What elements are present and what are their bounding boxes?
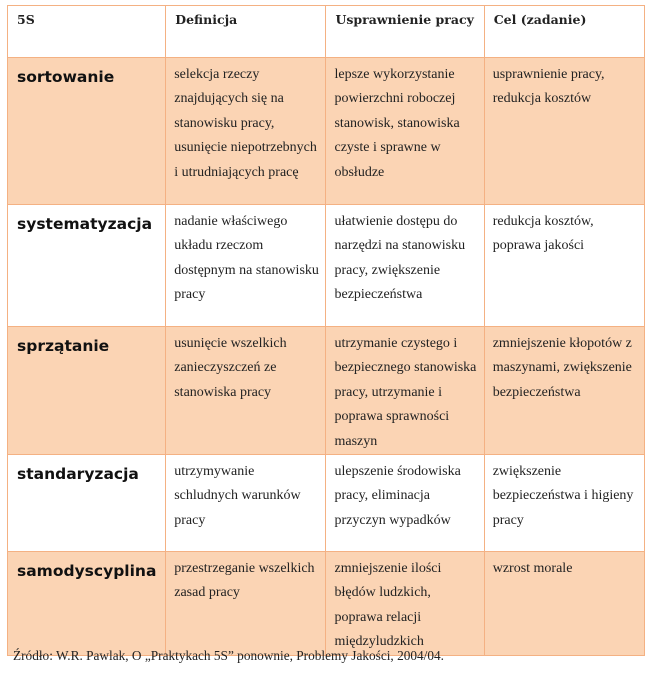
column-header-5s: 5S <box>8 6 166 58</box>
row-definition: usunięcie wszelkich zanieczyszczeń ze stanowiska pracy <box>166 327 326 455</box>
table-header-row <box>8 6 645 58</box>
row-improvement: lepsze wykorzystanie powierzchni roboczej stanowisk, stanowiska czyste i sprawne w obsłudze <box>326 58 484 205</box>
row-name: sprzątanie <box>8 327 166 455</box>
column-header-definition: Definicja <box>166 6 326 58</box>
row-name: sortowanie <box>8 58 166 205</box>
table-row <box>8 455 645 552</box>
row-name: samodyscyplina <box>8 552 166 656</box>
5s-table <box>7 5 645 656</box>
row-goal: wzrost morale <box>484 552 644 656</box>
column-header-goal: Cel (zadanie) <box>484 6 644 58</box>
row-improvement: ułatwienie dostępu do narzędzi na stanowisku pracy, zwiększenie bezpieczeństwa <box>326 205 484 327</box>
row-definition: selekcja rzeczy znajdujących się na stanowisku pracy, usunięcie niepotrzebnych i utrudniających pracę <box>166 58 326 205</box>
row-improvement: zmniejszenie ilości błędów ludzkich, poprawa relacji międzyludzkich <box>326 552 484 656</box>
row-improvement: ulepszenie środowiska pracy, eliminacja przyczyn wypadków <box>326 455 484 552</box>
row-definition: nadanie właściwego układu rzeczom dostępnym na stanowisku pracy <box>166 205 326 327</box>
row-goal: usprawnienie pracy, redukcja kosztów <box>484 58 644 205</box>
row-improvement: utrzymanie czystego i bezpiecznego stanowiska pracy, utrzymanie i poprawa sprawności maszyn <box>326 327 484 455</box>
row-definition: utrzymywanie schludnych warunków pracy <box>166 455 326 552</box>
table-container <box>7 5 645 656</box>
row-definition: przestrzeganie wszelkich zasad pracy <box>166 552 326 656</box>
source-citation: Źródło: W.R. Pawlak, O „Praktykach 5S” ponownie, Problemy Jakości, 2004/04. <box>13 648 444 663</box>
table-row <box>8 205 645 327</box>
row-goal: zmniejszenie kłopotów z maszynami, zwiększenie bezpieczeństwa <box>484 327 644 455</box>
table-row <box>8 58 645 205</box>
row-goal: zwiększenie bezpieczeństwa i higieny pracy <box>484 455 644 552</box>
column-header-improvement: Usprawnienie pracy <box>326 6 484 58</box>
table-row <box>8 327 645 455</box>
table-row <box>8 552 645 656</box>
row-name: standaryzacja <box>8 455 166 552</box>
row-name: systematyzacja <box>8 205 166 327</box>
row-goal: redukcja kosztów, poprawa jakości <box>484 205 644 327</box>
